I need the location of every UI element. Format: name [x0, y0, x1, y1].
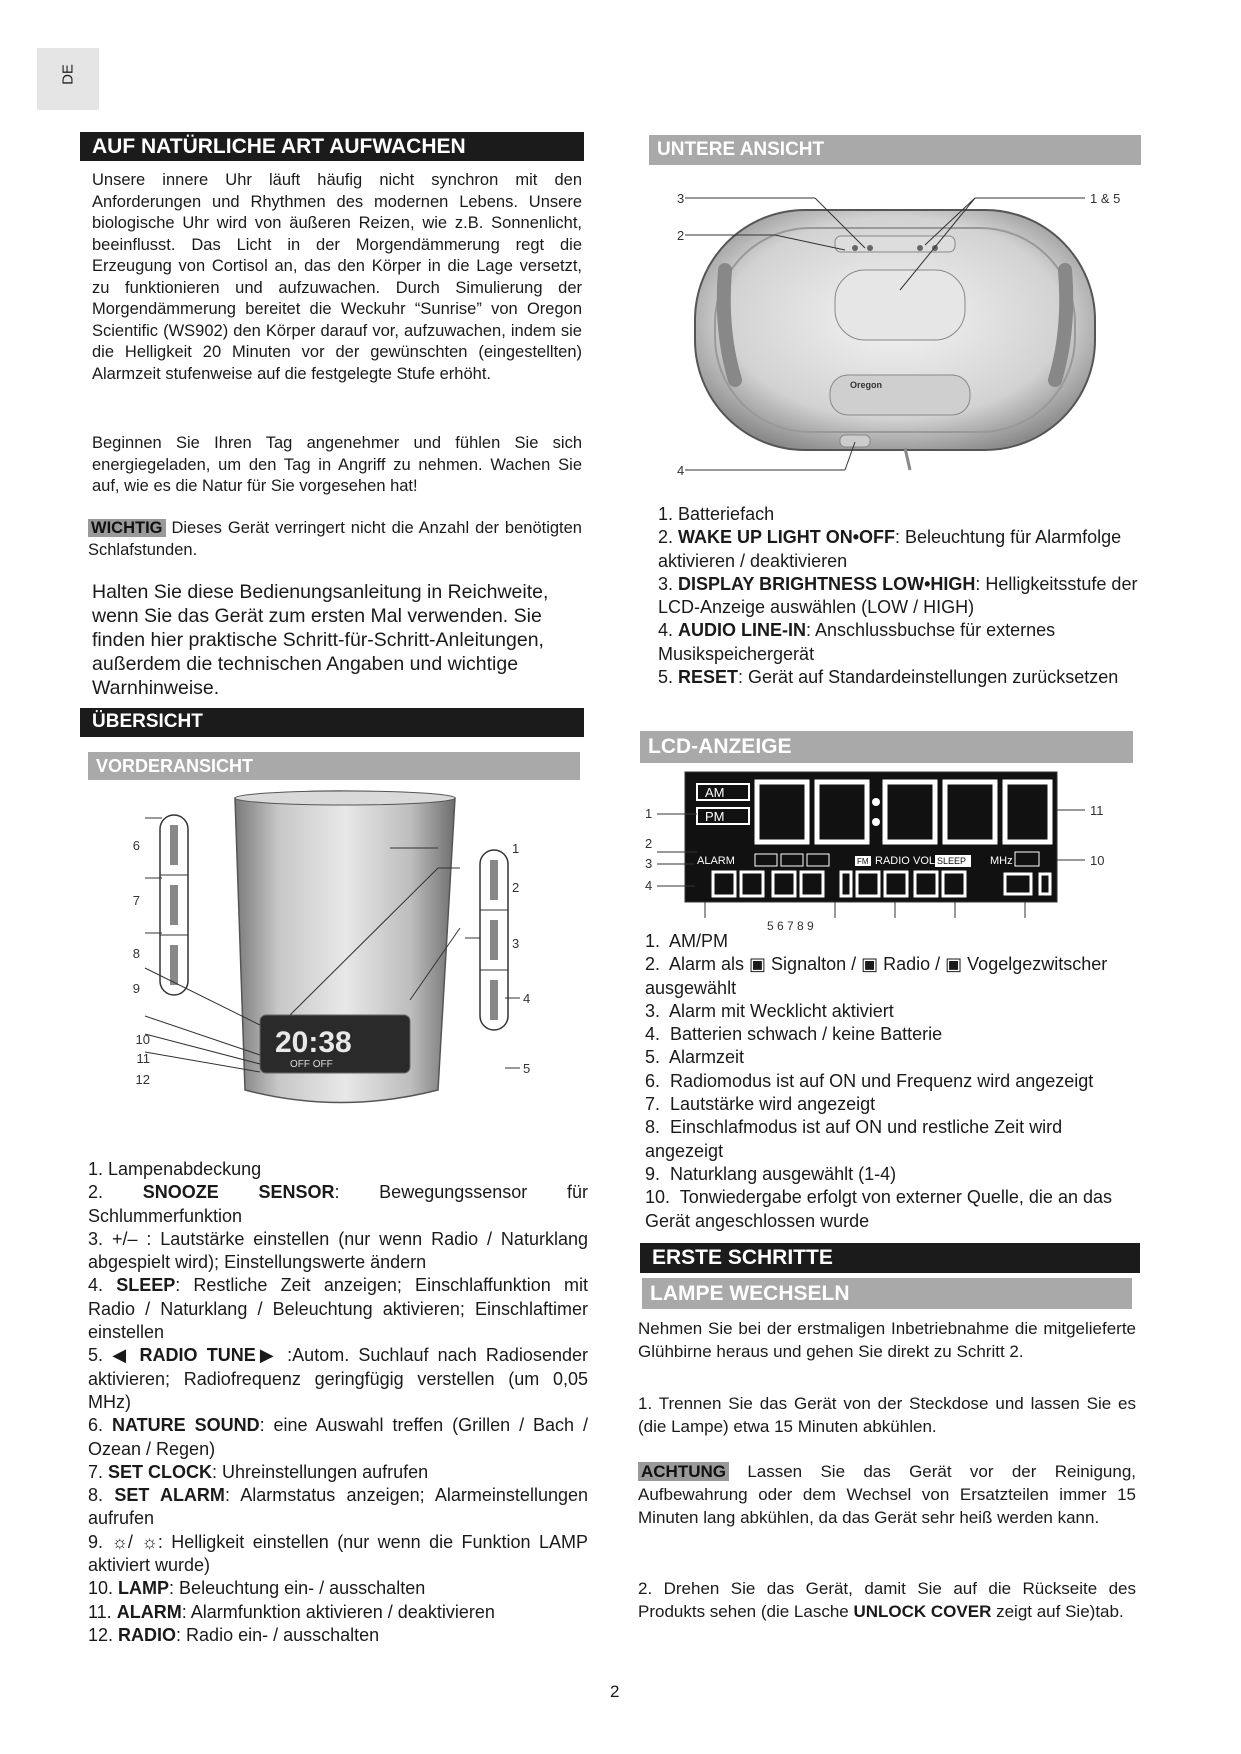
lcd-sleep: SLEEP [937, 856, 967, 866]
lcd-label-11: 11 [1090, 803, 1104, 818]
list-item: 1. AM/PM [645, 931, 729, 951]
bottom-label-1-5: 1 & 5 [1090, 191, 1121, 206]
list-item: 4. SLEEP: Restliche Zeit anzeigen; Einschlaffunktion mit Radio / Naturklang / Beleuchtung aktivieren; Einschlaftimer einstellen [88, 1275, 588, 1343]
bottom-view-illustration [665, 180, 1135, 480]
bottom-label-4: 4 [677, 463, 685, 478]
lamp-intro: Nehmen Sie bei der erstmaligen Inbetriebnahme die mitgelieferte Glühbirne heraus und gehen Sie direkt zu Schritt 2. [638, 1319, 1136, 1361]
list-item: 5. ◀ RADIO TUNE▶ :Autom. Suchlauf nach Radiosender aktivieren; Radiofrequenz geringfügig verstellen (um 0,05 MHz) [88, 1345, 588, 1412]
front-label-7: 7 [132, 893, 140, 908]
bottom-label-2: 2 [677, 228, 685, 243]
lcd-pm: PM [705, 809, 725, 824]
lcd-fm: FM [857, 857, 869, 866]
heading-natural-wake: AUF NATÜRLICHE ART AUFWACHEN [80, 132, 584, 161]
lcd-illustration [645, 770, 1115, 940]
lcd-label-2: 2 [645, 836, 653, 851]
front-label-3: 3 [512, 936, 520, 951]
heading-lcd: LCD-ANZEIGE [640, 731, 1133, 763]
lamp-step-2: 2. Drehen Sie das Gerät, damit Sie auf die Rückseite des Produkts sehen (die Lasche UNLOCK COVER zeigt auf Sie)tab. [638, 1579, 1136, 1621]
lcd-am: AM [705, 785, 725, 800]
intro-paragraph-1: Unsere innere Uhr läuft häufig nicht synchron mit den Anforderungen und Rhythmen des modernen Lebens. Unsere biologische Uhr wird von äußeren Reizen, wie z.B. Sonnenlicht, beeinflusst. Das Licht in der Morgendämmerung regt die Erzeugung von Cortisol an, das den Körper in die Lage versetzt, zu funktionieren und aufzuwachen. Durch Simulierung der Morgendämmerung bereitet die Weckuhr “Sunrise” von Oregon Scientific (WS902) den Körper darauf vor, aufzuwachen, indem sie die Helligkeit 20 Minuten vor der gewünschten (eingestellten) Alarmzeit stufenweise auf die festgelegte Stufe erhöht. [92, 171, 582, 383]
language-tab: DE [37, 48, 99, 110]
heading-change-lamp: LAMPE WECHSELN [642, 1278, 1132, 1309]
list-item: 1. Batteriefach [658, 504, 775, 524]
heading-first-steps: ERSTE SCHRITTE [640, 1243, 1140, 1273]
important-note: WICHTIG Dieses Gerät verringert nicht die Anzahl der benötigten Schlafstunden. [88, 519, 582, 559]
list-item: 2. SNOOZE SENSOR: Bewegungssensor für Schlummerfunktion [88, 1182, 588, 1226]
heading-bottom-view: UNTERE ANSICHT [649, 135, 1141, 165]
front-label-4: 4 [523, 991, 531, 1006]
list-item: 1. Lampenabdeckung [88, 1159, 262, 1179]
important-badge: WICHTIG [88, 519, 166, 537]
lcd-label-3: 3 [645, 856, 653, 871]
keep-manual-paragraph: Halten Sie diese Bedienungsanleitung in Reichweite, wenn Sie das Gerät zum ersten Mal verwenden. Sie finden hier praktische Schritt-für-Schritt-Anleitungen, außerdem die technischen Angaben und wichtige Warnhinweise. [92, 581, 549, 699]
heading-front-view: VORDERANSICHT [88, 752, 580, 780]
caution-badge: ACHTUNG [638, 1462, 729, 1481]
bottom-label-3: 3 [677, 191, 685, 206]
list-item: 3. Alarm mit Wecklicht aktiviert [645, 1000, 894, 1021]
list-item: 2. WAKE UP LIGHT ON•OFF: Beleuchtung für Alarmfolge aktivieren / deaktivieren [658, 527, 1122, 571]
lcd-radio: RADIO [875, 855, 910, 867]
front-label-11: 11 [136, 1051, 150, 1066]
front-view-illustration [120, 790, 540, 1130]
list-item: 10. LAMP: Beleuchtung ein- / ausschalten [88, 1578, 426, 1599]
lcd-alarm: ALARM [697, 855, 735, 867]
device-sub-display: OFF OFF [290, 1059, 333, 1070]
list-item: 8. Einschlafmodus ist auf ON und restliche Zeit wird angezeigt [645, 1117, 1063, 1161]
list-item: 6. NATURE SOUND: eine Auswahl treffen (Grillen / Bach / Ozean / Regen) [88, 1415, 588, 1459]
front-label-12: 12 [135, 1072, 150, 1087]
front-label-2: 2 [512, 880, 520, 895]
front-label-1: 1 [512, 841, 520, 856]
lcd-mhz: MHz [990, 855, 1013, 867]
list-item: 2. Alarm als ▣ Signalton / ▣ Radio / ▣ Vogelgezwitscher ausgewählt [645, 954, 1108, 998]
lcd-label-5-9: 5 6 7 8 9 [767, 919, 814, 933]
list-item: 7. Lautstärke wird angezeigt [645, 1094, 876, 1115]
bottom-items-list [658, 503, 1158, 689]
list-item: 10. Tonwiedergabe erfolgt von externer Quelle, die an das Gerät angeschlossen wurde [645, 1187, 1112, 1231]
heading-overview: ÜBERSICHT [80, 708, 584, 737]
list-item: 6. Radiomodus ist auf ON und Frequenz wird angezeigt [645, 1070, 1094, 1091]
caution-note: ACHTUNG Lassen Sie das Gerät vor der Reinigung, Aufbewahrung oder dem Wechsel von Ersatzteilen immer 15 Minuten lang abkühlen, da das Gerät sehr heiß werden kann. [638, 1462, 1136, 1527]
list-item: 4. AUDIO LINE-IN: Anschlussbuchse für externes Musikspeichergerät [658, 620, 1056, 664]
list-item: 3. DISPLAY BRIGHTNESS LOW•HIGH: Helligkeitsstufe der LCD-Anzeige auswählen (LOW / HIGH) [658, 573, 1138, 618]
front-items-list [88, 1158, 588, 1647]
front-label-6: 6 [132, 838, 140, 853]
list-item: 8. SET ALARM: Alarmstatus anzeigen; Alarmeinstellungen aufrufen [88, 1485, 588, 1529]
list-item: 12. RADIO: Radio ein- / ausschalten [88, 1624, 380, 1645]
list-item: 5. Alarmzeit [645, 1047, 745, 1068]
lcd-label-4: 4 [645, 878, 653, 893]
front-label-5: 5 [523, 1061, 531, 1076]
list-item: 5. RESET: Gerät auf Standardeinstellungen zurücksetzen [658, 667, 1119, 688]
front-label-10: 10 [135, 1032, 150, 1047]
intro-paragraph-2: Beginnen Sie Ihren Tag angenehmer und fühlen Sie sich energiegeladen, um den Tag in Angriff zu nehmen. Wachen Sie auf, wie es die Natur für Sie vorgesehen hat! [92, 434, 582, 495]
list-item: 9. Naturklang ausgewählt (1-4) [645, 1163, 897, 1184]
list-item: 3. +/– : Lautstärke einstellen (nur wenn Radio / Naturklang abgespielt wird); Einstellungswerte ändern [88, 1228, 588, 1273]
lcd-label-10: 10 [1090, 853, 1105, 868]
front-label-8: 8 [132, 946, 140, 961]
device-time-display: 20:38 [275, 1026, 352, 1059]
front-label-9: 9 [132, 981, 140, 996]
page-number: 2 [610, 1682, 620, 1701]
list-item: 9. ☼/ ☼: Helligkeit einstellen (nur wenn die Funktion LAMP aktiviert wurde) [88, 1531, 588, 1576]
list-item: 4. Batterien schwach / keine Batterie [645, 1024, 943, 1045]
lcd-items-list [645, 930, 1135, 1233]
list-item: 7. SET CLOCK: Uhreinstellungen aufrufen [88, 1461, 429, 1482]
list-item: 11. ALARM: Alarmfunktion aktivieren / deaktivieren [88, 1601, 495, 1622]
lcd-label-1: 1 [645, 806, 653, 821]
lamp-step-1: 1. Trennen Sie das Gerät von der Steckdose und lassen Sie es (die Lampe) etwa 15 Minuten abkühlen. [638, 1394, 1136, 1436]
lcd-vol: VOL [913, 855, 936, 867]
bottom-brand-label: Oregon [850, 380, 883, 390]
